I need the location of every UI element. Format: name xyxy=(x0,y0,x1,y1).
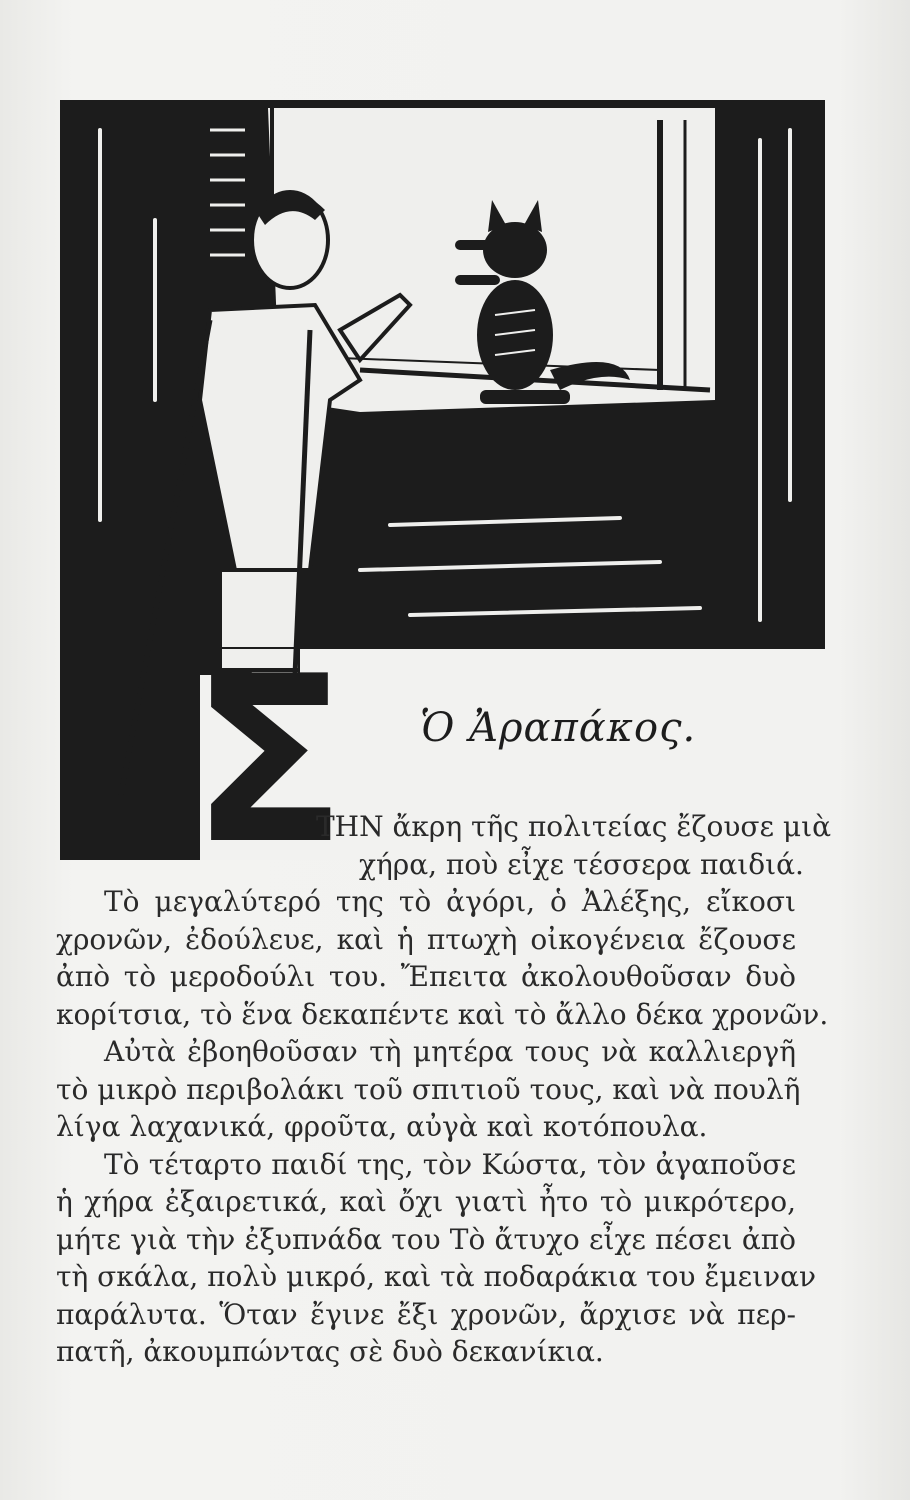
text-line: χρονῶν, ἐδούλευε, καὶ ἡ πτωχὴ οἰκογένεια ἔζουσε xyxy=(56,922,796,956)
text-line: μήτε γιὰ τὴν ἐξυπνάδα του Τὸ ἄτυχο εἶχε πέσει ἀπὸ xyxy=(56,1222,796,1256)
text-line: ἡ χήρα ἐξαιρετικά, καὶ ὄχι γιατὶ ἦτο τὸ μικρότερο, xyxy=(56,1185,796,1218)
text-line: Αὐτὰ ἐβοηθοῦσαν τὴ μητέρα τους νὰ καλλιεργῆ xyxy=(104,1035,796,1068)
chapter-title: Ὁ Ἀραπάκος. xyxy=(420,705,697,751)
drop-cap-sigma: Σ xyxy=(190,628,348,860)
text-line: ΤΗΝ ἄκρη τῆς πολιτείας ἔζουσε μιὰ xyxy=(316,810,832,843)
text-line: παράλυτα. Ὅταν ἔγινε ἔξι χρονῶν, ἄρχισε νὰ περ- xyxy=(56,1297,796,1331)
text-line: Τὸ μεγαλύτερό της τὸ ἀγόρι, ὁ Ἀλέξης, εἴκοσι xyxy=(104,885,796,918)
text-line: Τὸ τέταρτο παιδί της, τὸν Κώστα, τὸν ἀγαποῦσε xyxy=(104,1147,796,1181)
body-text xyxy=(56,808,832,1371)
text-line: ἀπὸ τὸ μεροδούλι του. Ἔπειτα ἀκολουθοῦσαν δυὸ xyxy=(56,960,796,993)
text-line: τὸ μικρὸ περιβολάκι τοῦ σπιτιοῦ τους, καὶ νὰ πουλῆ xyxy=(56,1072,801,1106)
text-line: κορίτσια, τὸ ἕνα δεκαπέντε καὶ τὸ ἄλλο δέκα χρονῶν. xyxy=(56,997,829,1031)
text-line: λίγα λαχανικά, φροῦτα, αὐγὰ καὶ κοτόπουλα. xyxy=(56,1110,708,1143)
text-line: χήρα, ποὺ εἶχε τέσσερα παιδιά. xyxy=(359,847,804,881)
text-line: τὴ σκάλα, πολὺ μικρό, καὶ τὰ ποδαράκια του ἔμειναν xyxy=(56,1260,817,1293)
text-line: πατῆ, ἀκουμπώντας σὲ δυὸ δεκανίκια. xyxy=(56,1335,604,1368)
